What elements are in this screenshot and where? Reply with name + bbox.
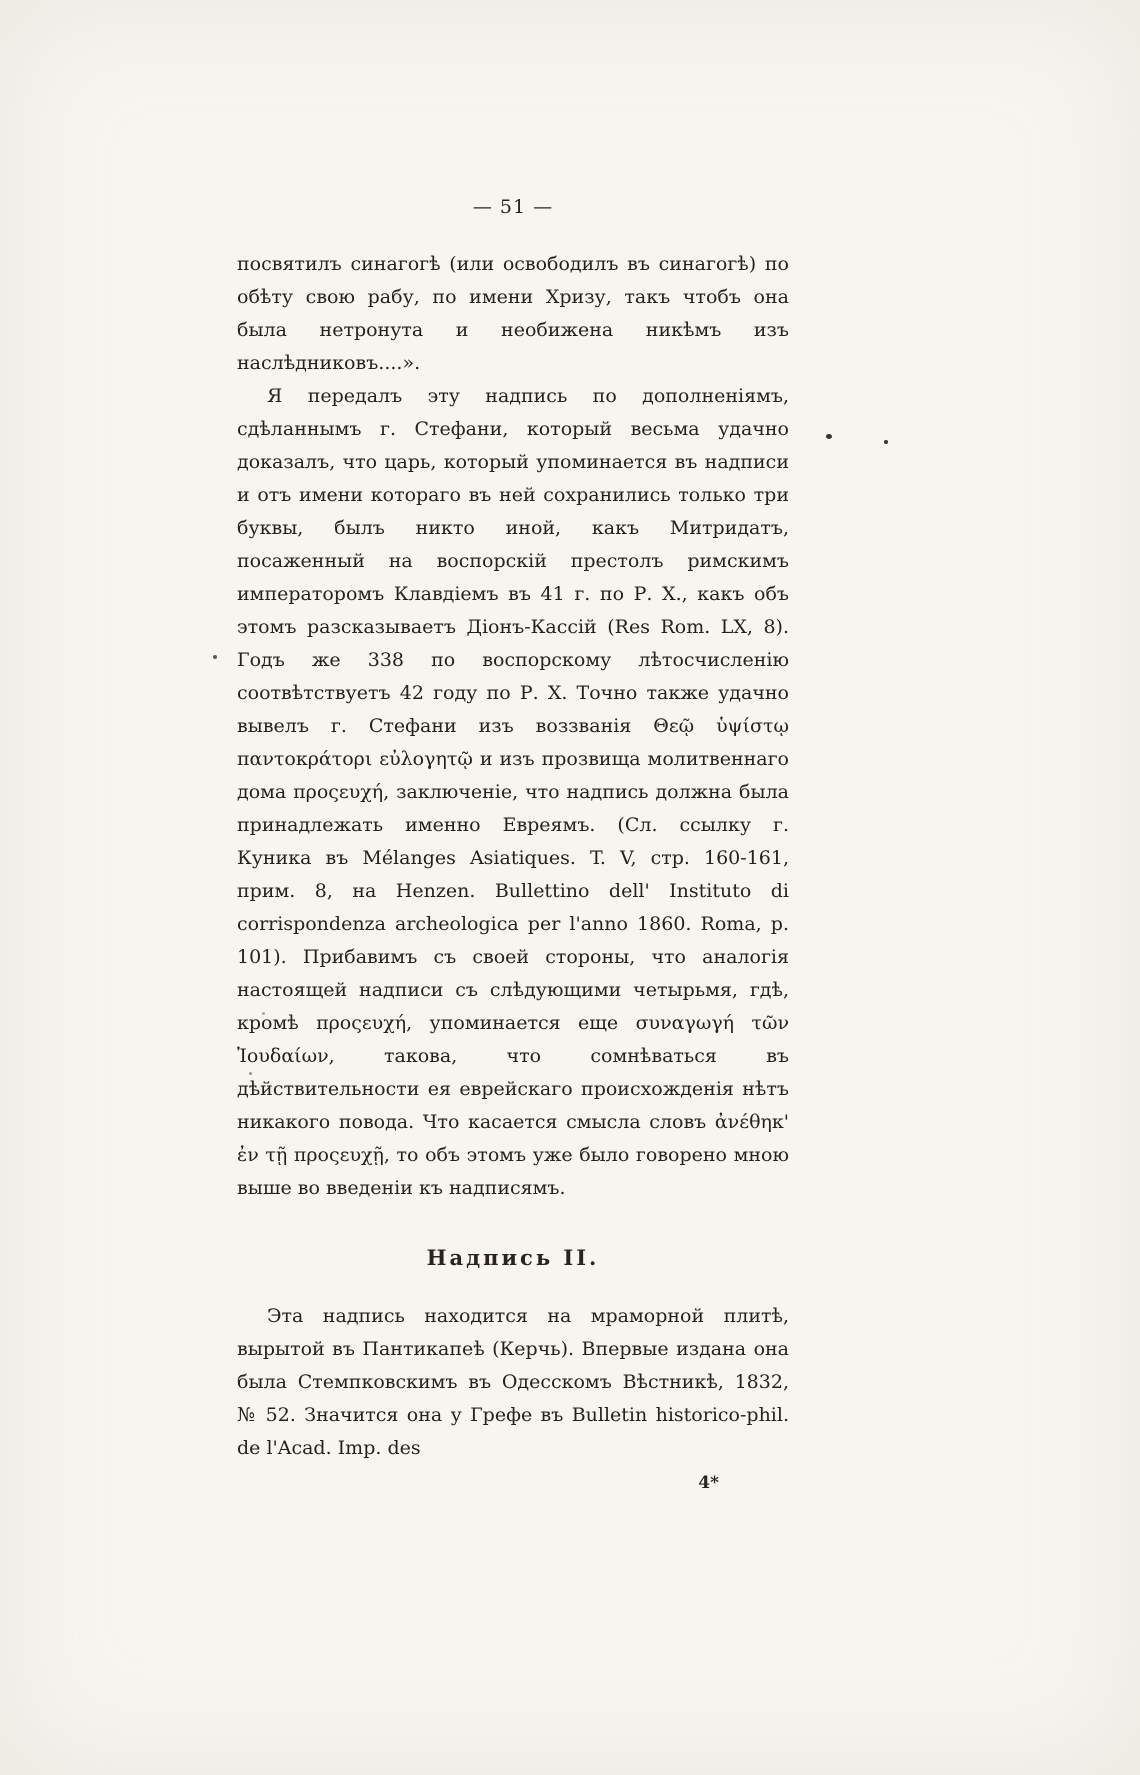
signature-mark: 4* [698, 1473, 719, 1493]
paragraph-main: Я передалъ эту надпись по дополненіямъ, сдѣланнымъ г. Стефани, который весьма удачно доказалъ, что царь, который упоминается въ надписи и отъ имени котораго въ ней сохранились только три буквы, былъ никто иной, какъ Митридатъ, посаженный на воспорскій престолъ римскимъ императоромъ Клавдіемъ въ 41 г. по Р. Х., какъ объ этомъ разсказываетъ Діонъ-Кассій (Res Rom. LX, 8). Годъ же 338 по воспорскому лѣтосчисленію соотвѣтствуетъ 42 году по Р. Х. Точно также удачно вывелъ г. Стефани изъ воззванія Θεῷ ὑψίστῳ παντοκράτορι εὐλογητῷ и изъ прозвища молитвеннаго дома προςευχή, заключеніе, что надпись должна была принадлежать именно Евреямъ. (Сл. ссылку г. Куника въ Mélanges Asiatiques. T. V, стр. 160-161, прим. 8, на Henzen. Bullettino dell' Instituto di corrispondenza archeologica per l'anno 1860. Roma, p. 101). Прибавимъ съ своей стороны, что аналогія настоящей надписи съ слѣдующими четырьмя, гдѣ, кромѣ προςευχή, упоминается еще συναγωγή τῶν Ἰουδαίων, такова, что сомнѣваться въ дѣйствительности ея еврейскаго происхожденія нѣтъ никакого повода. Что касается смысла словъ ἀνέθηκ' ἐν τῇ προςευχῇ, то объ этомъ уже было говорено мною выше во введеніи къ надписямъ. [237, 385, 789, 1199]
paragraph-continuation: посвятилъ синагогѣ (или освободилъ въ синагогѣ) по обѣту свою рабу, по имени Хризу, такъ чтобъ она была нетронута и необижена никѣмъ изъ наслѣдниковъ....». [237, 253, 789, 374]
ink-speck [300, 986, 303, 989]
paragraph-inscription-ii: Эта надпись находится на мраморной плитѣ, вырытой въ Пантикапеѣ (Керчь). Впервые издана она была Стемпковскимъ въ Одесскомъ Вѣстникѣ, 1832, № 52. Значится она у Грефе въ Bulletin historico-phil. de l'Acad. Imp. des [237, 1305, 789, 1459]
ink-speck [262, 1012, 265, 1015]
ink-speck [213, 655, 217, 659]
page-number: — 51 — [472, 196, 554, 218]
ink-speck [249, 1072, 252, 1075]
ink-speck [826, 434, 832, 439]
ink-speck [884, 440, 888, 444]
section-heading: Надпись II. [426, 1245, 600, 1270]
text-column [237, 196, 789, 1493]
